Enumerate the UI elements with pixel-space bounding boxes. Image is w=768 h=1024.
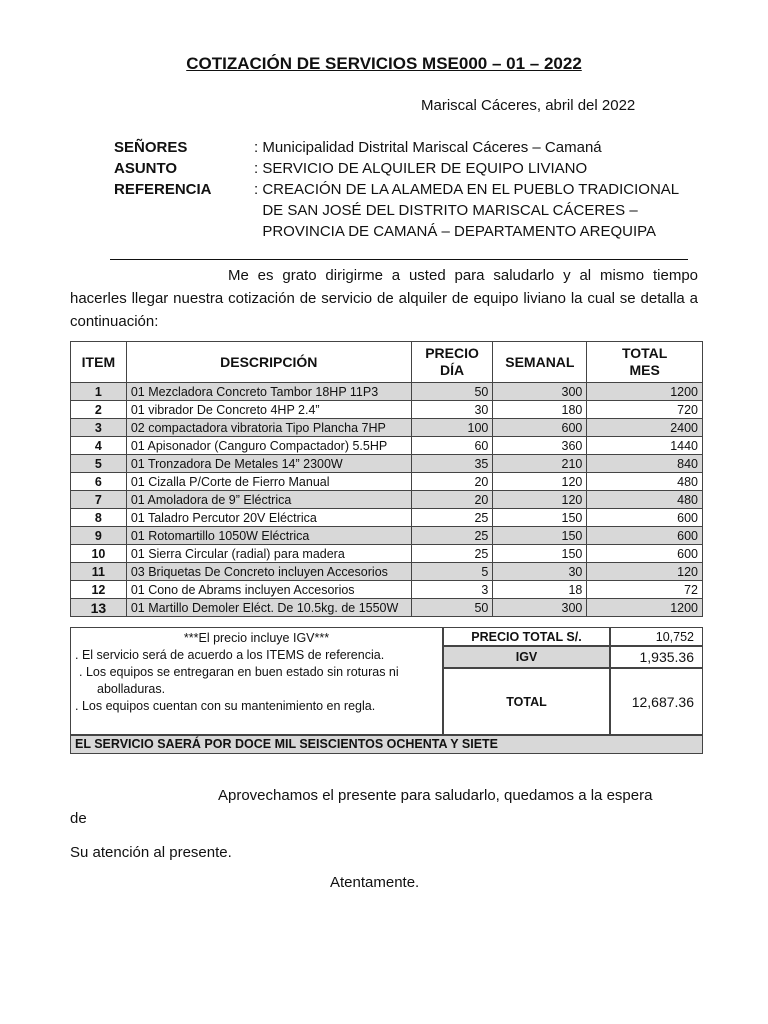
closing-line-1: Aprovechamos el presente para saludarlo, quedamos a la espera	[218, 787, 653, 804]
table-header-row	[71, 342, 703, 383]
igv-label: IGV	[443, 646, 610, 668]
igv-value: 1,935.36	[610, 646, 703, 668]
description-cell: 03 Briquetas De Concreto incluyen Accesorios	[126, 563, 411, 581]
description-cell: 02 compactadora vibratoria Tipo Plancha 7HP	[126, 419, 411, 437]
description-cell: 01 Apisonador (Canguro Compactador) 5.5HP	[126, 437, 411, 455]
item-cell: 8	[71, 509, 127, 527]
header-price-day: PRECIO DÍA	[411, 342, 493, 383]
precio-total-value: 10,752	[610, 627, 703, 646]
weekly-cell: 210	[493, 455, 587, 473]
weekly-cell: 360	[493, 437, 587, 455]
header-total-month: TOTAL MES	[587, 342, 703, 383]
table-row	[71, 527, 703, 545]
description-cell: 01 Martillo Demoler Eléct. De 10.5kg. de 1550W	[126, 599, 411, 617]
separator-line	[110, 259, 688, 260]
item-cell: 2	[71, 401, 127, 419]
document-title: COTIZACIÓN DE SERVICIOS MSE000 – 01 – 2022	[186, 54, 582, 73]
description-cell: 01 Amoladora de 9” Eléctrica	[126, 491, 411, 509]
total-month-cell: 600	[587, 527, 703, 545]
note-line: . Los equipos cuentan con su mantenimiento en regla.	[75, 699, 376, 713]
header-value: DE SAN JOSÉ DEL DISTRITO MARISCAL CÁCERES –	[254, 202, 638, 219]
amount-in-words-banner: EL SERVICIO SAERÁ POR DOCE MIL SEISCIENTOS OCHENTA Y SIETE	[70, 735, 703, 754]
total-month-cell: 480	[587, 473, 703, 491]
description-cell: 01 vibrador De Concreto 4HP 2.4”	[126, 401, 411, 419]
signature-line: Atentamente.	[330, 874, 420, 891]
price-day-cell: 50	[411, 383, 493, 401]
header-label: SEÑORES	[114, 139, 188, 156]
header-label: REFERENCIA	[114, 181, 212, 198]
item-cell: 3	[71, 419, 127, 437]
weekly-cell: 180	[493, 401, 587, 419]
weekly-cell: 300	[493, 599, 587, 617]
summary-block	[70, 627, 703, 754]
price-day-cell: 20	[411, 491, 493, 509]
igv-note: ***El precio incluye IGV***	[183, 631, 330, 645]
total-month-cell: 600	[587, 545, 703, 563]
table-row	[71, 455, 703, 473]
header-label: ASUNTO	[114, 160, 178, 177]
total-month-cell: 600	[587, 509, 703, 527]
header-value: PROVINCIA DE CAMANÁ – DEPARTAMENTO AREQUIPA	[254, 223, 657, 240]
item-cell: 1	[71, 383, 127, 401]
total-month-cell: 120	[587, 563, 703, 581]
total-month-cell: 72	[587, 581, 703, 599]
total-month-cell: 720	[587, 401, 703, 419]
header-value: : Municipalidad Distrital Mariscal Cáceres – Camaná	[254, 139, 602, 156]
total-label: TOTAL	[443, 668, 610, 735]
header-weekly: SEMANAL	[493, 342, 587, 383]
total-month-cell: 840	[587, 455, 703, 473]
price-day-cell: 25	[411, 545, 493, 563]
conditions-notes	[70, 627, 443, 735]
table-row	[71, 509, 703, 527]
item-cell: 4	[71, 437, 127, 455]
price-day-cell: 3	[411, 581, 493, 599]
table-row	[71, 383, 703, 401]
table-row	[71, 491, 703, 509]
weekly-cell: 300	[493, 383, 587, 401]
table-row	[71, 401, 703, 419]
price-day-cell: 25	[411, 527, 493, 545]
intro-paragraph	[70, 264, 698, 333]
table-row	[71, 419, 703, 437]
table-row	[71, 437, 703, 455]
closing-line-3: Su atención al presente.	[70, 844, 232, 861]
price-day-cell: 60	[411, 437, 493, 455]
total-value: 12,687.36	[610, 668, 703, 735]
weekly-cell: 120	[493, 473, 587, 491]
description-cell: 01 Taladro Percutor 20V Eléctrica	[126, 509, 411, 527]
price-day-cell: 100	[411, 419, 493, 437]
item-cell: 13	[71, 599, 127, 617]
table-row	[71, 473, 703, 491]
item-cell: 10	[71, 545, 127, 563]
total-month-cell: 1200	[587, 383, 703, 401]
weekly-cell: 18	[493, 581, 587, 599]
item-cell: 9	[71, 527, 127, 545]
place-date: Mariscal Cáceres, abril del 2022	[421, 97, 636, 114]
item-cell: 11	[71, 563, 127, 581]
item-cell: 7	[71, 491, 127, 509]
price-day-cell: 5	[411, 563, 493, 581]
note-line: . El servicio será de acuerdo a los ITEMS de referencia.	[75, 648, 385, 662]
total-month-cell: 480	[587, 491, 703, 509]
weekly-cell: 30	[493, 563, 587, 581]
closing-line-2: de	[70, 810, 87, 827]
price-day-cell: 20	[411, 473, 493, 491]
description-cell: 01 Cono de Abrams incluyen Accesorios	[126, 581, 411, 599]
header-item: ITEM	[71, 342, 127, 383]
description-cell: 01 Rotomartillo 1050W Eléctrica	[126, 527, 411, 545]
precio-total-label: PRECIO TOTAL S/.	[443, 627, 610, 646]
table-row	[71, 563, 703, 581]
description-cell: 01 Mezcladora Concreto Tambor 18HP 11P3	[126, 383, 411, 401]
description-cell: 01 Cizalla P/Corte de Fierro Manual	[126, 473, 411, 491]
description-cell: 01 Sierra Circular (radial) para madera	[126, 545, 411, 563]
weekly-cell: 600	[493, 419, 587, 437]
weekly-cell: 120	[493, 491, 587, 509]
price-day-cell: 50	[411, 599, 493, 617]
price-day-cell: 25	[411, 509, 493, 527]
intro-text: Me es grato dirigirme a usted para saludarlo y al mismo tiempo hacerles llegar nuestra cotización de servicio de alquiler de equipo liviano la cual se detalla a continuación:	[70, 267, 698, 330]
header-description: DESCRIPCIÓN	[126, 342, 411, 383]
weekly-cell: 150	[493, 545, 587, 563]
price-day-cell: 30	[411, 401, 493, 419]
item-cell: 5	[71, 455, 127, 473]
note-line: . Los equipos se entregaran en buen estado sin roturas ni abolladuras.	[79, 665, 399, 696]
total-month-cell: 1200	[587, 599, 703, 617]
total-month-cell: 1440	[587, 437, 703, 455]
item-cell: 6	[71, 473, 127, 491]
header-value: : SERVICIO DE ALQUILER DE EQUIPO LIVIANO	[254, 160, 588, 177]
table-row	[71, 581, 703, 599]
description-cell: 01 Tronzadora De Metales 14” 2300W	[126, 455, 411, 473]
header-value: : CREACIÓN DE LA ALAMEDA EN EL PUEBLO TRADICIONAL	[254, 181, 680, 198]
total-month-cell: 2400	[587, 419, 703, 437]
item-cell: 12	[71, 581, 127, 599]
weekly-cell: 150	[493, 509, 587, 527]
quotation-table	[70, 341, 703, 617]
table-row	[71, 599, 703, 617]
weekly-cell: 150	[493, 527, 587, 545]
table-row	[71, 545, 703, 563]
price-day-cell: 35	[411, 455, 493, 473]
